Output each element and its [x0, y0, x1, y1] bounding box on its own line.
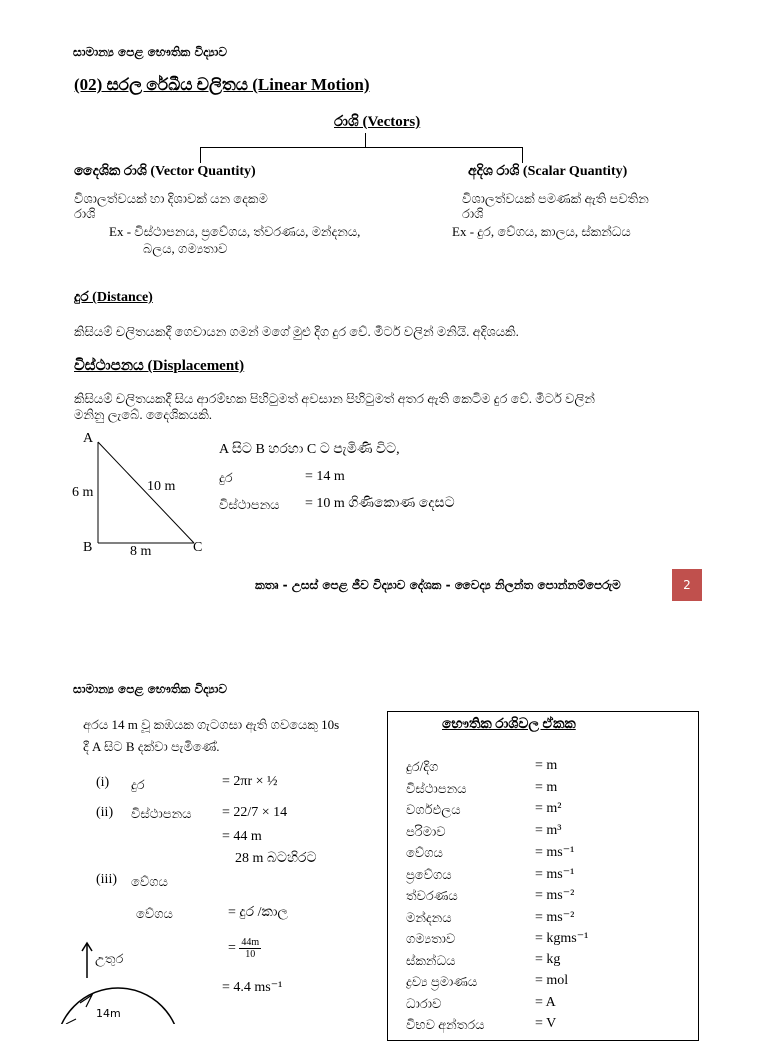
chapter-title: (02) සරල රේඛීය චලිතය (Linear Motion)	[74, 75, 370, 94]
unit-row-value: = ms⁻²	[535, 888, 575, 903]
unit-row-name: ස්කන්ධය	[406, 952, 456, 968]
unit-row-name: ද්‍රව්‍ය ප්‍රමාණය	[406, 974, 478, 989]
unit-row-name: දුර/දිග	[406, 759, 439, 774]
unit-row-name: විස්ථාපනය	[406, 780, 467, 796]
scalar-examples: Ex - දුර, වේගය, කාලය, ස්කන්ධය	[452, 224, 631, 239]
tree-right-leg	[522, 147, 523, 163]
unit-row-value: = V	[535, 1016, 557, 1031]
item-2-value: = 22/7 × 14	[222, 805, 288, 820]
vector-definition-cont: රාශි	[74, 206, 96, 221]
problem-statement: අරය 14 m වූ කඹයක ගැටගසා ඇති ගවයෙකු 10s	[83, 717, 340, 732]
distance-heading: දුර (Distance)	[74, 290, 153, 305]
page-footer-author: කතෘ - උසස් පෙළ ජීව විද්‍යාව දේශක - වෛද්‍ය නිලන්ත පොන්නම්පෙරුම	[255, 578, 621, 592]
item-2-direction: 28 m බටහිරට	[235, 851, 317, 866]
unit-row-value: = m²	[535, 801, 562, 816]
item-2-label: විස්ථාපනය	[131, 806, 192, 821]
unit-row-name: වර්ගඵලය	[406, 802, 461, 817]
page-number-badge: 2	[672, 569, 702, 601]
speed-formula-label: වේගය	[136, 906, 173, 921]
item-3-number: (iii)	[96, 872, 117, 887]
unit-row-name: පරිමාව	[406, 823, 446, 839]
problem-statement-cont: දී A සිට B දක්වා පැමිණේ.	[83, 739, 220, 754]
unit-row-value: = ms⁻¹	[535, 866, 575, 882]
unit-row-name: ත්වරණය	[406, 888, 458, 903]
distance-definition: කිසියම් චලිතයකදී ගෙවායන ගමන් මගේ මුළු දිග දුර වේ. මීටර් වලින් මනියි. අදිශයකි.	[74, 324, 519, 339]
circle-radius-label: 14m	[96, 1007, 121, 1020]
distance-value: = 14 m	[305, 469, 345, 484]
unit-row-value: = ms⁻²	[535, 909, 575, 925]
unit-row-name: ගම්‍යතාව	[406, 931, 456, 946]
side-ab-label: 6 m	[72, 485, 94, 500]
vector-quantity-heading: දෛශික රාශි (Vector Quantity)	[74, 164, 256, 179]
tree-branch	[200, 147, 523, 148]
unit-row-value: = A	[535, 994, 556, 1010]
unit-row-name: විභව අන්තරය	[406, 1017, 485, 1032]
displacement-heading: විස්ථාපනය (Displacement)	[74, 358, 245, 374]
units-heading: භෞතික රාශිවල ඒකක	[442, 717, 576, 732]
displacement-definition-cont: මනිනු ලැබේ. දෛශිකයකි.	[74, 407, 213, 422]
unit-row-value: = ms⁻¹	[535, 845, 575, 860]
unit-row-name: ධාරාව	[406, 995, 442, 1011]
speed-fraction-denominator: 10	[245, 949, 256, 960]
unit-row-value: = kg	[535, 951, 561, 967]
vertex-a-label: A	[83, 431, 94, 446]
speed-fraction-numerator: 44m	[241, 937, 260, 948]
speed-fraction: = $\frac{44m}{10}$	[228, 937, 260, 960]
side-ac-label: 10 m	[147, 479, 176, 494]
unit-row-value: = m	[535, 779, 558, 795]
north-arrow-icon	[80, 940, 94, 980]
scalar-quantity-heading: අදිශ රාශි (Scalar Quantity)	[468, 164, 628, 179]
side-ac	[98, 442, 194, 543]
vector-examples-cont: බලය, ගම්‍යතාව	[143, 241, 228, 256]
vector-definition: විශාලත්වයක් හා දිශාවක් යන දෙකම	[74, 191, 268, 206]
item-1-value: = 2πr × ½	[222, 774, 278, 789]
unit-row-value: = m³	[535, 822, 562, 838]
vectors-heading: රාශි (Vectors)	[334, 114, 421, 130]
page-header: සාමාන්‍ය පෙළ භෞතික විද්‍යාව	[73, 45, 227, 59]
displacement-value: = 10 m ගිණිකොණ දෙසට	[305, 496, 455, 511]
unit-row-name: මන්දනය	[406, 909, 452, 925]
tree-left-leg	[200, 147, 201, 163]
distance-label: දුර	[219, 470, 233, 485]
item-1-label: දුර	[131, 777, 145, 792]
vertex-b-label: B	[83, 540, 93, 555]
example-statement: A සිට B හරහා C ට පැමිණි විට,	[219, 442, 400, 457]
scalar-definition: විශාලත්වයක් පමණක් ඇති පවතින	[462, 191, 649, 206]
displacement-definition: කිසියම් චලිතයකදී සිය ආරම්භක පිහිටුමත් අවසාන පිහිටුමත් අතර ඇති කෙටිම දුර වේ. මීටර් වලින්	[74, 391, 595, 406]
displacement-label: විස්ථාපනය	[219, 497, 280, 512]
unit-row-value: = m	[535, 758, 558, 773]
unit-row-name: ප්‍රවේගය	[406, 866, 452, 882]
item-3-label: වේගය	[131, 874, 168, 889]
unit-row-value: = kgms⁻¹	[535, 931, 589, 946]
speed-formula: = දුර /කාල	[228, 905, 289, 920]
item-1-number: (i)	[96, 775, 110, 790]
speed-result: = 4.4 ms⁻¹	[222, 980, 283, 995]
scalar-definition-cont: රාශි	[462, 206, 484, 221]
unit-row-value: = mol	[535, 973, 569, 988]
item-2-number: (ii)	[96, 805, 114, 820]
unit-row-name: වේගය	[406, 845, 443, 860]
tree-stem	[365, 133, 366, 147]
page-header-2: සාමාන්‍ය පෙළ භෞතික විද්‍යාව	[73, 682, 227, 696]
vertex-c-label: C	[193, 540, 203, 555]
side-bc-label: 8 m	[130, 544, 152, 559]
item-2-result: = 44 m	[222, 829, 262, 844]
vector-examples: Ex - විස්ථාපනය, ප්‍රවේගය, ත්වරණය, මන්දනය,	[109, 224, 361, 239]
north-label: උතුර	[95, 951, 124, 966]
